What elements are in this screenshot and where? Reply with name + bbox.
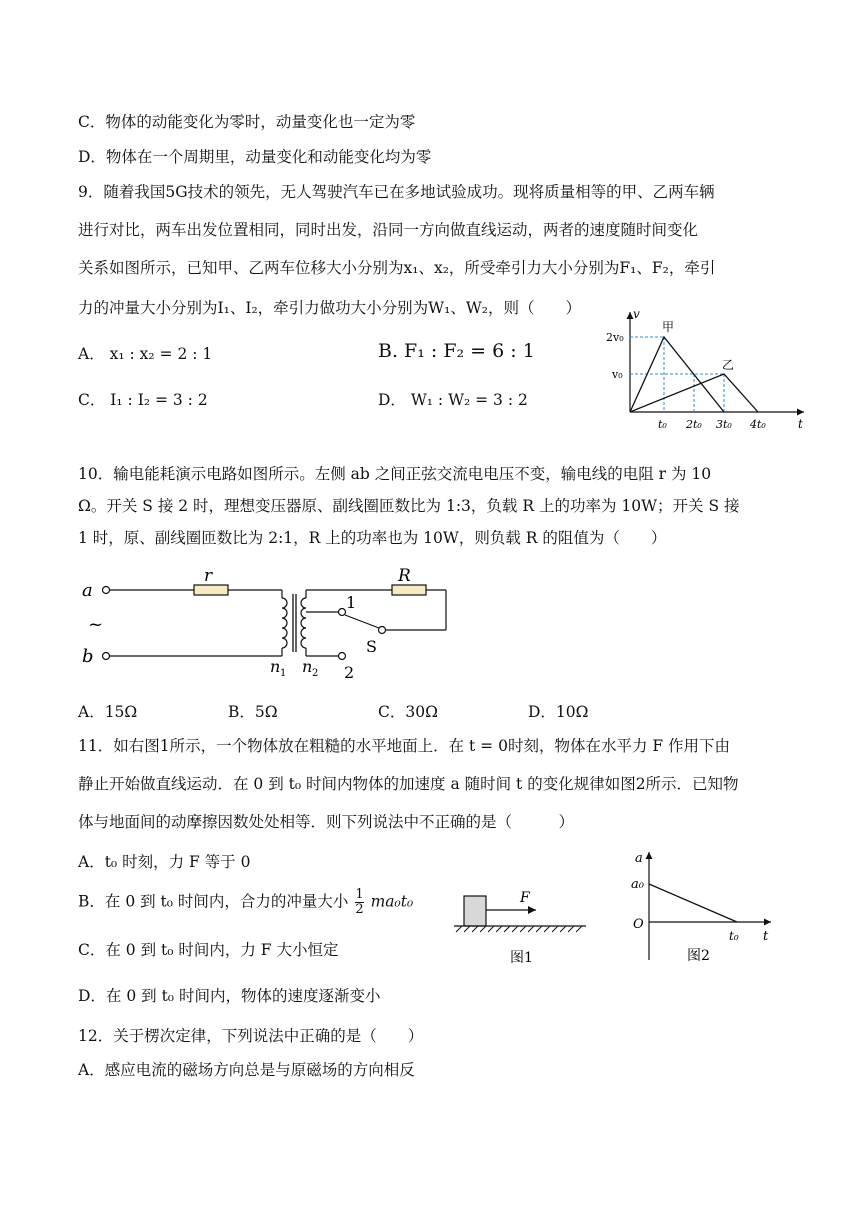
terminal-b <box>103 653 110 660</box>
q8-option-d: D．物体在一个周期里，动量变化和动能变化均为零 <box>78 148 432 166</box>
q11-option-b-expr: ma₀t₀ <box>370 892 414 911</box>
q9-stem-line4: 力的冲量大小分别为I₁、I₂，牵引力做功大小分别为W₁、W₂，则（ ） <box>78 299 581 317</box>
label-a: a <box>635 851 643 866</box>
q10-option-c: C．30Ω <box>378 703 438 721</box>
label-t0: t₀ <box>729 929 739 943</box>
label-O: O <box>633 917 644 932</box>
switch-contact-1 <box>339 609 346 616</box>
q11-option-d: D．在 0 到 t₀ 时间内，物体的速度逐渐变小 <box>78 987 381 1005</box>
y-tick-2v0: 2v₀ <box>606 331 624 344</box>
x-tick-t0: t₀ <box>658 418 667 431</box>
fraction-denominator: 2 <box>355 902 364 917</box>
label-a: a <box>82 580 93 601</box>
label-contact-1: 1 <box>346 593 357 612</box>
a-t-line <box>649 884 737 922</box>
force-arrow <box>528 906 536 914</box>
resistor-R <box>392 585 426 595</box>
switch-contact-2 <box>339 653 346 660</box>
q11-stem-line2: 静止开始做直线运动．在 0 到 t₀ 时间内物体的加速度 a 随时间 t 的变化规律如图2所示．已知物 <box>78 775 739 793</box>
q11-stem-line1: 11．如右图1所示，一个物体放在粗糙的水平地面上．在 t = 0时刻，物体在水平力 F 作用下由 <box>78 737 731 755</box>
q9-stem-line2: 进行对比，两车出发位置相同，同时出发，沿同一方向做直线运动，两者的速度随时间变化 <box>78 221 699 239</box>
q11-figure-2 <box>625 846 775 976</box>
x-tick-2t0: 2t₀ <box>686 418 702 431</box>
q11-stem-line3: 体与地面间的动摩擦因数处处相等．则下列说法中不正确的是（ ） <box>78 813 575 831</box>
fraction-numerator: 1 <box>355 887 364 902</box>
jia-label: 甲 <box>662 320 675 334</box>
label-F: F <box>520 890 530 906</box>
q12-stem: 12．关于楞次定律，下列说法中正确的是（ ） <box>78 1027 424 1045</box>
terminal-a <box>103 587 110 594</box>
q11-option-c: C．在 0 到 t₀ 时间内，力 F 大小恒定 <box>78 941 339 959</box>
label-r: r <box>204 566 213 586</box>
q11-option-a: A．t₀ 时刻，力 F 等于 0 <box>78 853 251 871</box>
fig1-caption: 图1 <box>510 950 533 966</box>
q10-option-d: D．10Ω <box>528 703 589 721</box>
q10-stem-line2: Ω。开关 S 接 2 时，理想变压器原、副线圈匝数比为 1:3，负载 R 上的功率为 10W；开关 S 接 <box>78 497 740 515</box>
q9-stem-line3: 关系如图所示，已知甲、乙两车位移大小分别为x₁、x₂，所受牵引力大小分别为F₁、F₂，牵引 <box>78 259 716 277</box>
q9-option-c: C． I₁ : I₂ = 3 : 2 <box>78 391 208 409</box>
label-S: S <box>366 637 377 656</box>
block <box>464 896 486 926</box>
q9-option-a: A． x₁ : x₂ = 2 : 1 <box>78 345 213 363</box>
label-n2-sub: 2 <box>312 668 319 679</box>
x-tick-4t0: 4t₀ <box>750 418 766 431</box>
fig2-caption: 图2 <box>687 948 710 964</box>
yi-label: 乙 <box>722 358 735 372</box>
label-n1-sub: 1 <box>280 668 287 679</box>
q9-stem-line1: 9．随着我国5G技术的领先，无人驾驶汽车已在多地试验成功。现将质量相等的甲、乙两车辆 <box>78 183 715 201</box>
q11-option-b-fraction <box>355 888 363 917</box>
label-b: b <box>82 646 94 667</box>
q12-option-a: A．感应电流的磁场方向总是与原磁场的方向相反 <box>78 1061 415 1079</box>
v-axis-label: v <box>633 307 640 321</box>
switch-blade <box>345 615 379 628</box>
q10-stem-line3: 1 时，原、副线圈匝数比为 2:1，R 上的功率也为 10W，则负载 R 的阻值为（ ） <box>78 529 667 547</box>
y-tick-v0: v₀ <box>612 368 623 381</box>
q11-option-b-text: B．在 0 到 t₀ 时间内，合力的冲量大小 <box>78 892 349 911</box>
q8-option-c: C．物体的动能变化为零时，动量变化也一定为零 <box>78 113 416 131</box>
primary-coil <box>282 598 287 648</box>
q9-option-b: B. F₁ : F₂ = 6 : 1 <box>378 340 535 362</box>
q10-option-b: B．5Ω <box>228 703 278 721</box>
q10-circuit-diagram <box>80 566 460 684</box>
q9-vt-graph <box>600 306 810 436</box>
ac-tilde: ~ <box>88 614 104 635</box>
label-a0: a₀ <box>631 877 644 892</box>
label-t: t <box>763 929 769 944</box>
q11-figure-1 <box>450 880 590 970</box>
label-n1: n <box>270 657 281 676</box>
x-tick-3t0: 3t₀ <box>716 418 732 431</box>
q10-stem-line1: 10．输电能耗演示电路如图所示。左侧 ab 之间正弦交流电电压不变，输电线的电阻 r 为 10 <box>78 465 712 483</box>
q10-option-a: A．15Ω <box>78 703 138 721</box>
switch-pivot <box>379 627 386 634</box>
secondary-coil <box>301 598 306 648</box>
label-R: R <box>398 566 411 586</box>
label-contact-2: 2 <box>344 663 355 682</box>
q9-option-d: D． W₁ : W₂ = 3 : 2 <box>378 391 528 409</box>
q11-option-b <box>78 888 413 917</box>
label-n2: n <box>302 657 313 676</box>
resistor-r <box>194 585 228 595</box>
t-axis-label: t <box>798 417 803 431</box>
